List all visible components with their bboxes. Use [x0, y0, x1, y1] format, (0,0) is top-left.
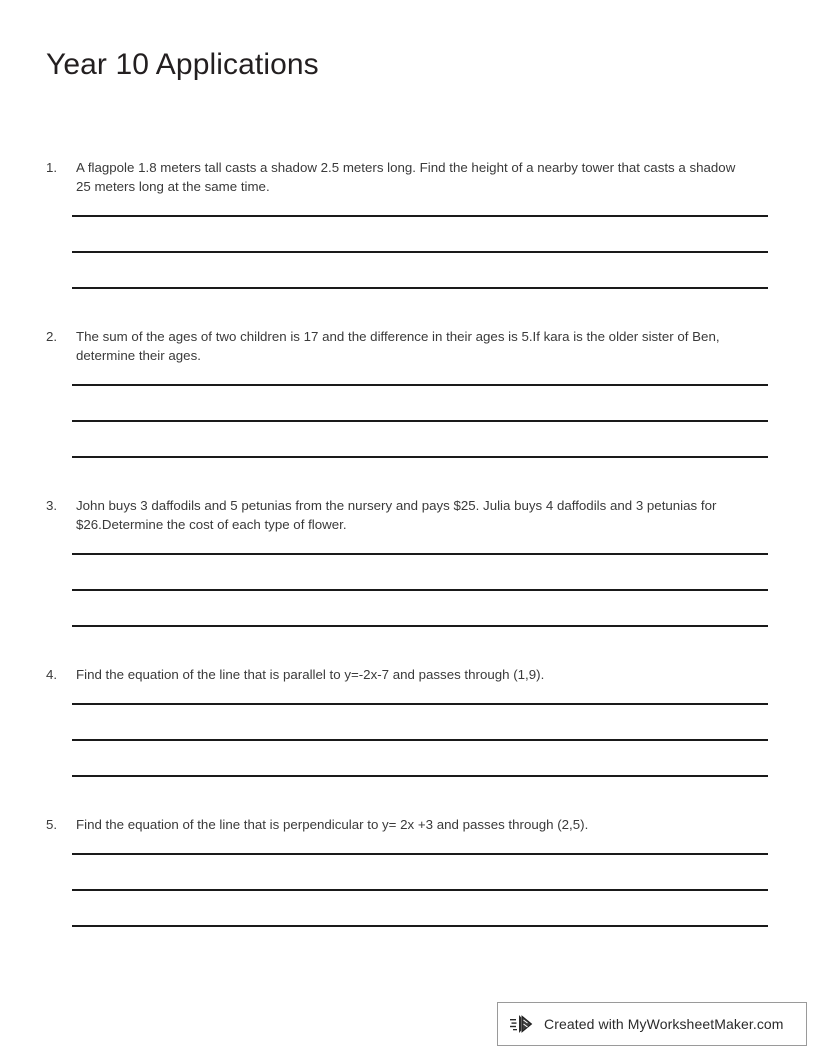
question-block: [0, 665, 816, 777]
answer-line[interactable]: [72, 251, 768, 253]
block-spacer: [0, 289, 816, 327]
answer-lines: [0, 553, 816, 627]
question-row: [0, 815, 816, 834]
answer-line[interactable]: [72, 703, 768, 705]
worksheet-maker-logo-icon: [510, 1011, 536, 1037]
answer-line[interactable]: [72, 456, 768, 458]
question-text: Find the equation of the line that is parallel to y=-2x-7 and passes through (1,9).: [76, 667, 545, 682]
block-spacer: [0, 458, 816, 496]
answer-line[interactable]: [72, 889, 768, 891]
page-title: Year 10 Applications: [46, 48, 319, 81]
question-row: [0, 496, 816, 534]
question-number: 1.: [46, 160, 58, 175]
question-row: [0, 158, 816, 196]
question-block: [0, 815, 816, 927]
question-text: A flagpole 1.8 meters tall casts a shadow 2.5 meters long. Find the height of a nearby tower that casts a shadow 25 meters long at the same time.: [76, 160, 736, 194]
footer-badge[interactable]: [497, 1002, 807, 1046]
answer-line[interactable]: [72, 420, 768, 422]
question-text: The sum of the ages of two children is 17 and the difference in their ages is 5.If kara is the older sister of Ben, determine their ages.: [76, 329, 720, 363]
question-number: 2.: [46, 329, 58, 344]
answer-line[interactable]: [72, 215, 768, 217]
question-number: 4.: [46, 667, 58, 682]
question-block: [0, 496, 816, 627]
answer-line[interactable]: [72, 384, 768, 386]
footer-badge-label: Created with MyWorksheetMaker.com: [544, 1016, 784, 1032]
answer-line[interactable]: [72, 853, 768, 855]
question-number: 5.: [46, 817, 58, 832]
answer-line[interactable]: [72, 287, 768, 289]
answer-line[interactable]: [72, 589, 768, 591]
question-row: [0, 665, 816, 684]
answer-lines: [0, 853, 816, 927]
answer-line[interactable]: [72, 625, 768, 627]
answer-lines: [0, 384, 816, 458]
answer-line[interactable]: [72, 553, 768, 555]
answer-line[interactable]: [72, 925, 768, 927]
question-text: Find the equation of the line that is perpendicular to y= 2x +3 and passes through (2,5).: [76, 817, 589, 832]
block-spacer: [0, 627, 816, 665]
question-row: [0, 327, 816, 365]
answer-line[interactable]: [72, 739, 768, 741]
answer-lines: [0, 703, 816, 777]
question-list: [0, 158, 816, 927]
block-spacer: [0, 777, 816, 815]
answer-lines: [0, 215, 816, 289]
question-text: John buys 3 daffodils and 5 petunias from the nursery and pays $25. Julia buys 4 daffodils and 3 petunias for $26.Determine the cost of each type of flower.: [76, 498, 717, 532]
question-block: [0, 158, 816, 289]
answer-line[interactable]: [72, 775, 768, 777]
question-number: 3.: [46, 498, 58, 513]
question-block: [0, 327, 816, 458]
